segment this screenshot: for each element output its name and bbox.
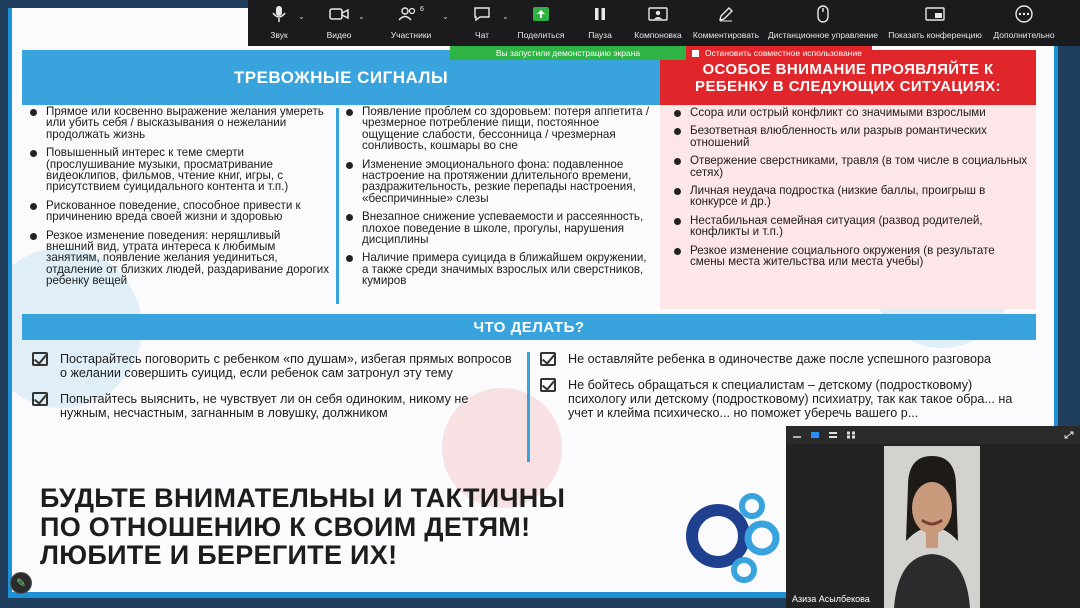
pen-icon xyxy=(718,6,734,22)
list-item xyxy=(538,378,1018,420)
chat-button[interactable]: Чат ⌄ xyxy=(454,0,510,46)
list-item: Отвержение сверстниками, травля (в том числе в социальных сетях) xyxy=(670,155,1032,178)
pause-button[interactable]: Пауза xyxy=(572,0,628,46)
pause-icon xyxy=(594,7,606,21)
meeting-toolbar xyxy=(248,0,1080,46)
stop-sharing-button[interactable] xyxy=(686,46,872,60)
what-to-do-column-1 xyxy=(30,352,520,432)
layout-icon xyxy=(648,7,668,21)
remote-control-button[interactable]: Дистанционное управление xyxy=(764,0,882,46)
layout-button[interactable]: Компоновка xyxy=(628,0,688,46)
video-window-controls xyxy=(786,426,1080,444)
list-item: Внезапное снижение успеваемости и рассеянность, плохое поведение в школе, прогулы, нарушения дисциплины xyxy=(342,211,654,245)
list-item xyxy=(30,392,520,420)
grid-view-icon[interactable] xyxy=(846,431,856,439)
what-to-do-column-2 xyxy=(538,352,1018,432)
video-thumbnail-window[interactable] xyxy=(786,426,1080,608)
sharing-status-text: Вы запустили демонстрацию экрана xyxy=(495,48,641,58)
column-divider xyxy=(336,108,339,304)
special-attention-header: ОСОБОЕ ВНИМАНИЕ ПРОЯВЛЯЙТЕ К РЕБЕНКУ В СЛЕДУЮЩИХ СИТУАЦИЯХ: xyxy=(660,50,1036,105)
more-button[interactable]: Дополнительно xyxy=(988,0,1060,46)
gallery-view-icon[interactable] xyxy=(828,431,838,439)
list-item: Нестабильная семейная ситуация (развод родителей, конфликты и т.п.) xyxy=(670,215,1032,238)
microphone-icon xyxy=(272,5,286,23)
list-item: Рискованное поведение, способное привести к причинению вреда своей жизни и здоровью xyxy=(26,200,330,223)
list-item: Прямое или косвенно выражение желания умереть или убить себя / высказывания о нежелании продолжать жизнь xyxy=(26,106,330,140)
checkbox-icon xyxy=(32,352,48,366)
list-item xyxy=(30,352,520,380)
list-item: Личная неудача подростка (низкие баллы, проигрыш в конкурсе и др.) xyxy=(670,185,1032,208)
warning-signs-header: ТРЕВОЖНЫЕ СИГНАЛЫ xyxy=(22,50,660,105)
list-item: Изменение эмоционального фона: подавленное настроение на протяжении длительного времени, раздражительность, резкие перепады настроения, «беспричинные» слезы xyxy=(342,159,654,205)
list-item: Появление проблем со здоровьем: потеря аппетита / чрезмерное потребление пищи, постоянное ощущение слабости, бессонница / чрезмерная сонливость, кошмары во сне xyxy=(342,106,654,152)
checkbox-icon xyxy=(540,352,556,366)
slogan-line: БУДЬТЕ ВНИМАТЕЛЬНЫ И ТАКТИЧНЫ xyxy=(40,483,566,513)
share-screen-icon xyxy=(532,6,550,22)
chevron-down-icon[interactable]: ⌄ xyxy=(298,12,305,21)
slogan xyxy=(40,484,680,570)
video-button[interactable]: Видео ⌄ xyxy=(310,0,368,46)
list-item: Безответная влюбленность или разрыв романтических отношений xyxy=(670,125,1032,148)
list-item xyxy=(538,352,1018,366)
pen-icon: ✎ xyxy=(15,576,27,590)
stop-sharing-label: Остановить совместное использование xyxy=(705,48,862,58)
chat-icon xyxy=(473,6,491,22)
slogan-line: ЛЮБИТЕ И БЕРЕГИТЕ ИХ! xyxy=(40,540,398,570)
chevron-down-icon[interactable]: ⌄ xyxy=(502,12,509,21)
participant-video xyxy=(884,446,980,608)
chevron-down-icon[interactable]: ⌄ xyxy=(442,12,449,21)
show-meeting-icon xyxy=(925,7,945,21)
todo-text: Постарайтесь поговорить с ребенком «по душам», избегая прямых вопросов о желании совершить суицид, если ребенок сам затронул эту тему xyxy=(60,352,512,380)
share-button[interactable]: Поделиться xyxy=(510,0,572,46)
mouse-icon xyxy=(817,5,829,23)
todo-text: Попытайтесь выяснить, не чувствует ли он себя одиноким, никому не нужным, несчастным, загнанным в ловушку, должником xyxy=(60,392,469,420)
warning-signs-column-1 xyxy=(26,106,330,294)
annotation-pen-button[interactable] xyxy=(10,572,32,594)
expand-icon[interactable] xyxy=(1064,431,1074,439)
stop-icon xyxy=(692,50,699,57)
sharing-status-banner xyxy=(450,46,686,60)
speaker-view-icon[interactable] xyxy=(810,431,820,439)
person-silhouette xyxy=(884,446,980,608)
organization-logo xyxy=(680,476,790,586)
list-item: Повышенный интерес к теме смерти (прослушивание музыки, просматривание видеоклипов, фильмов, чтение книг, игры, с присутствием суицидального контента и т.п.) xyxy=(26,147,330,193)
checkbox-icon xyxy=(540,378,556,392)
todo-text: Не бойтесь обращаться к специалистам – детскому (подростковому) психологу или детскому (подростковому) психиатру, так как такое обра... на учет и клейма психическо... но поможет уберечь вашего р... xyxy=(568,378,1013,420)
participants-button[interactable]: 6 Участники ⌄ xyxy=(390,5,449,40)
minimize-icon[interactable] xyxy=(792,431,802,439)
list-item: Резкое изменение поведения: неряшливый внешний вид, утрата интереса к любимым занятиям, появление желания уединиться, отдаление от близких людей, раздаривание дорогих ребенку вещей xyxy=(26,230,330,287)
more-icon xyxy=(1015,5,1033,23)
chevron-down-icon[interactable]: ⌄ xyxy=(358,12,365,21)
special-attention-list xyxy=(670,107,1032,274)
column-divider xyxy=(527,352,530,462)
participant-count: 6 xyxy=(420,5,424,13)
todo-text: Не оставляйте ребенка в одиночестве даже после успешного разговора xyxy=(568,352,992,366)
slogan-line: ПО ОТНОШЕНИЮ К СВОИМ ДЕТЯМ! xyxy=(40,511,531,542)
what-to-do-header: ЧТО ДЕЛАТЬ? xyxy=(22,314,1036,340)
mute-button[interactable]: Звук ⌄ xyxy=(248,0,310,46)
show-meeting-button[interactable]: Показать конференцию xyxy=(882,0,988,46)
checkbox-icon xyxy=(32,392,48,406)
list-item: Резкое изменение социального окружения (в результате смены места жительства или места учебы) xyxy=(670,245,1032,268)
list-item: Наличие примера суицида в ближайшем окружении, а также среди значимых взрослых или сверстников, кумиров xyxy=(342,252,654,286)
participants-icon xyxy=(398,7,418,21)
warning-signs-column-2 xyxy=(342,106,654,294)
participant-name: Азиза Асылбекова xyxy=(792,594,870,604)
camera-icon xyxy=(329,7,349,21)
annotate-button[interactable]: Комментировать xyxy=(688,0,764,46)
list-item: Ссора или острый конфликт со значимыми взрослыми xyxy=(670,107,1032,118)
